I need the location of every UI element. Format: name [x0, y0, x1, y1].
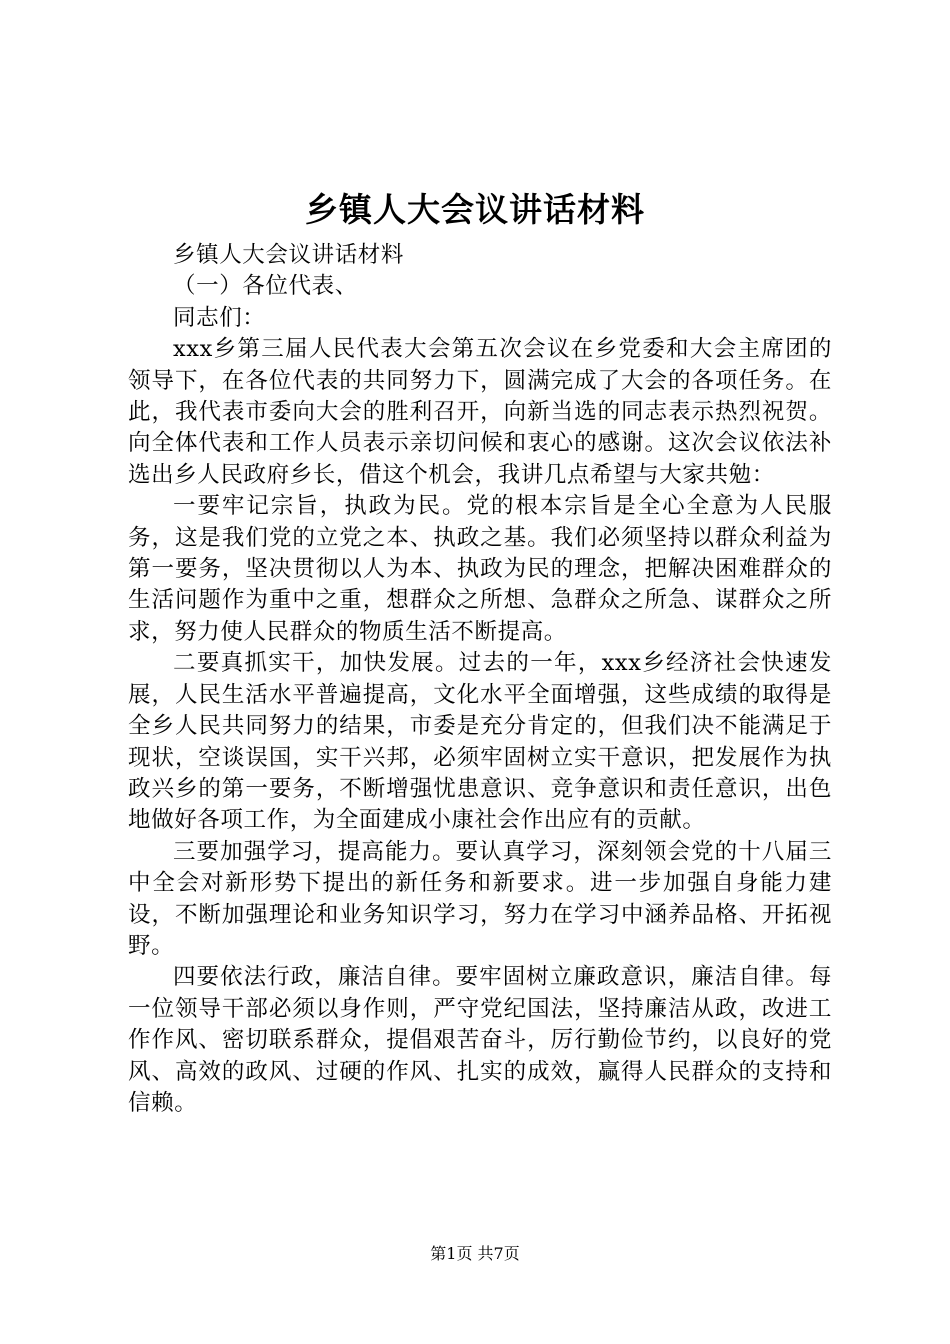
paragraph-point-3: 三要加强学习，提高能力。要认真学习，深刻领会党的十八届三中全会对新形势下提出的新任务和新要求。进一步加强自身能力建设，不断加强理论和业务知识学习，努力在学习中涵养品格、开拓视野。 [128, 838, 832, 959]
paragraph-point-1: 一要牢记宗旨，执政为民。党的根本宗旨是全心全意为人民服务，这是我们党的立党之本、执政之基。我们必须坚持以群众利益为第一要务，坚决贯彻以人为本、执政为民的理念，把解决困难群众的生活问题作为重中之重，想群众之所想、急群众之所急、谋群众之所求，努力使人民群众的物质生活不断提高。 [128, 493, 832, 645]
paragraph-point-2: 二要真抓实干，加快发展。过去的一年，xxx乡经济社会快速发展，人民生活水平普遍提高，文化水平全面增强，这些成绩的取得是全乡人民共同努力的结果，市委是充分肯定的，但我们决不能满足于现状，空谈误国，实干兴邦，必须牢固树立实干意识，把发展作为执政兴乡的第一要务，不断增强忧患意识、竞争意识和责任意识，出色地做好各项工作，为全面建成小康社会作出应有的贡献。 [128, 650, 832, 834]
paragraph-subtitle: 乡镇人大会议讲话材料 [173, 242, 405, 268]
page-total: 共7页 [477, 1244, 520, 1263]
page-footer [0, 1243, 950, 1265]
document-body [128, 240, 832, 1119]
page-number: 第1页 [430, 1244, 473, 1263]
paragraph-salutation-1: （一）各位代表、 [173, 273, 358, 300]
paragraph-salutation-2: 同志们： [173, 304, 266, 331]
paragraph-point-4: 四要依法行政，廉洁自律。要牢固树立廉政意识，廉洁自律。每一位领导干部必须以身作则，严守党纪国法，坚持廉洁从政，改进工作作风、密切联系群众，提倡艰苦奋斗，厉行勤俭节约，以良好的党风、高效的政风、过硬的作风、扎实的成效，赢得人民群众的支持和信赖。 [128, 964, 832, 1116]
paragraph-intro: xxx乡第三届人民代表大会第五次会议在乡党委和大会主席团的领导下，在各位代表的共同努力下，圆满完成了大会的各项任务。在此，我代表市委向大会的胜利召开，向新当选的同志表示热烈祝贺。向全体代表和工作人员表示亲切问候和衷心的感谢。这次会议依法补选出乡人民政府乡长，借这个机会，我讲几点希望与大家共勉： [128, 336, 832, 488]
document-title: 乡镇人大会议讲话材料 [305, 190, 645, 229]
